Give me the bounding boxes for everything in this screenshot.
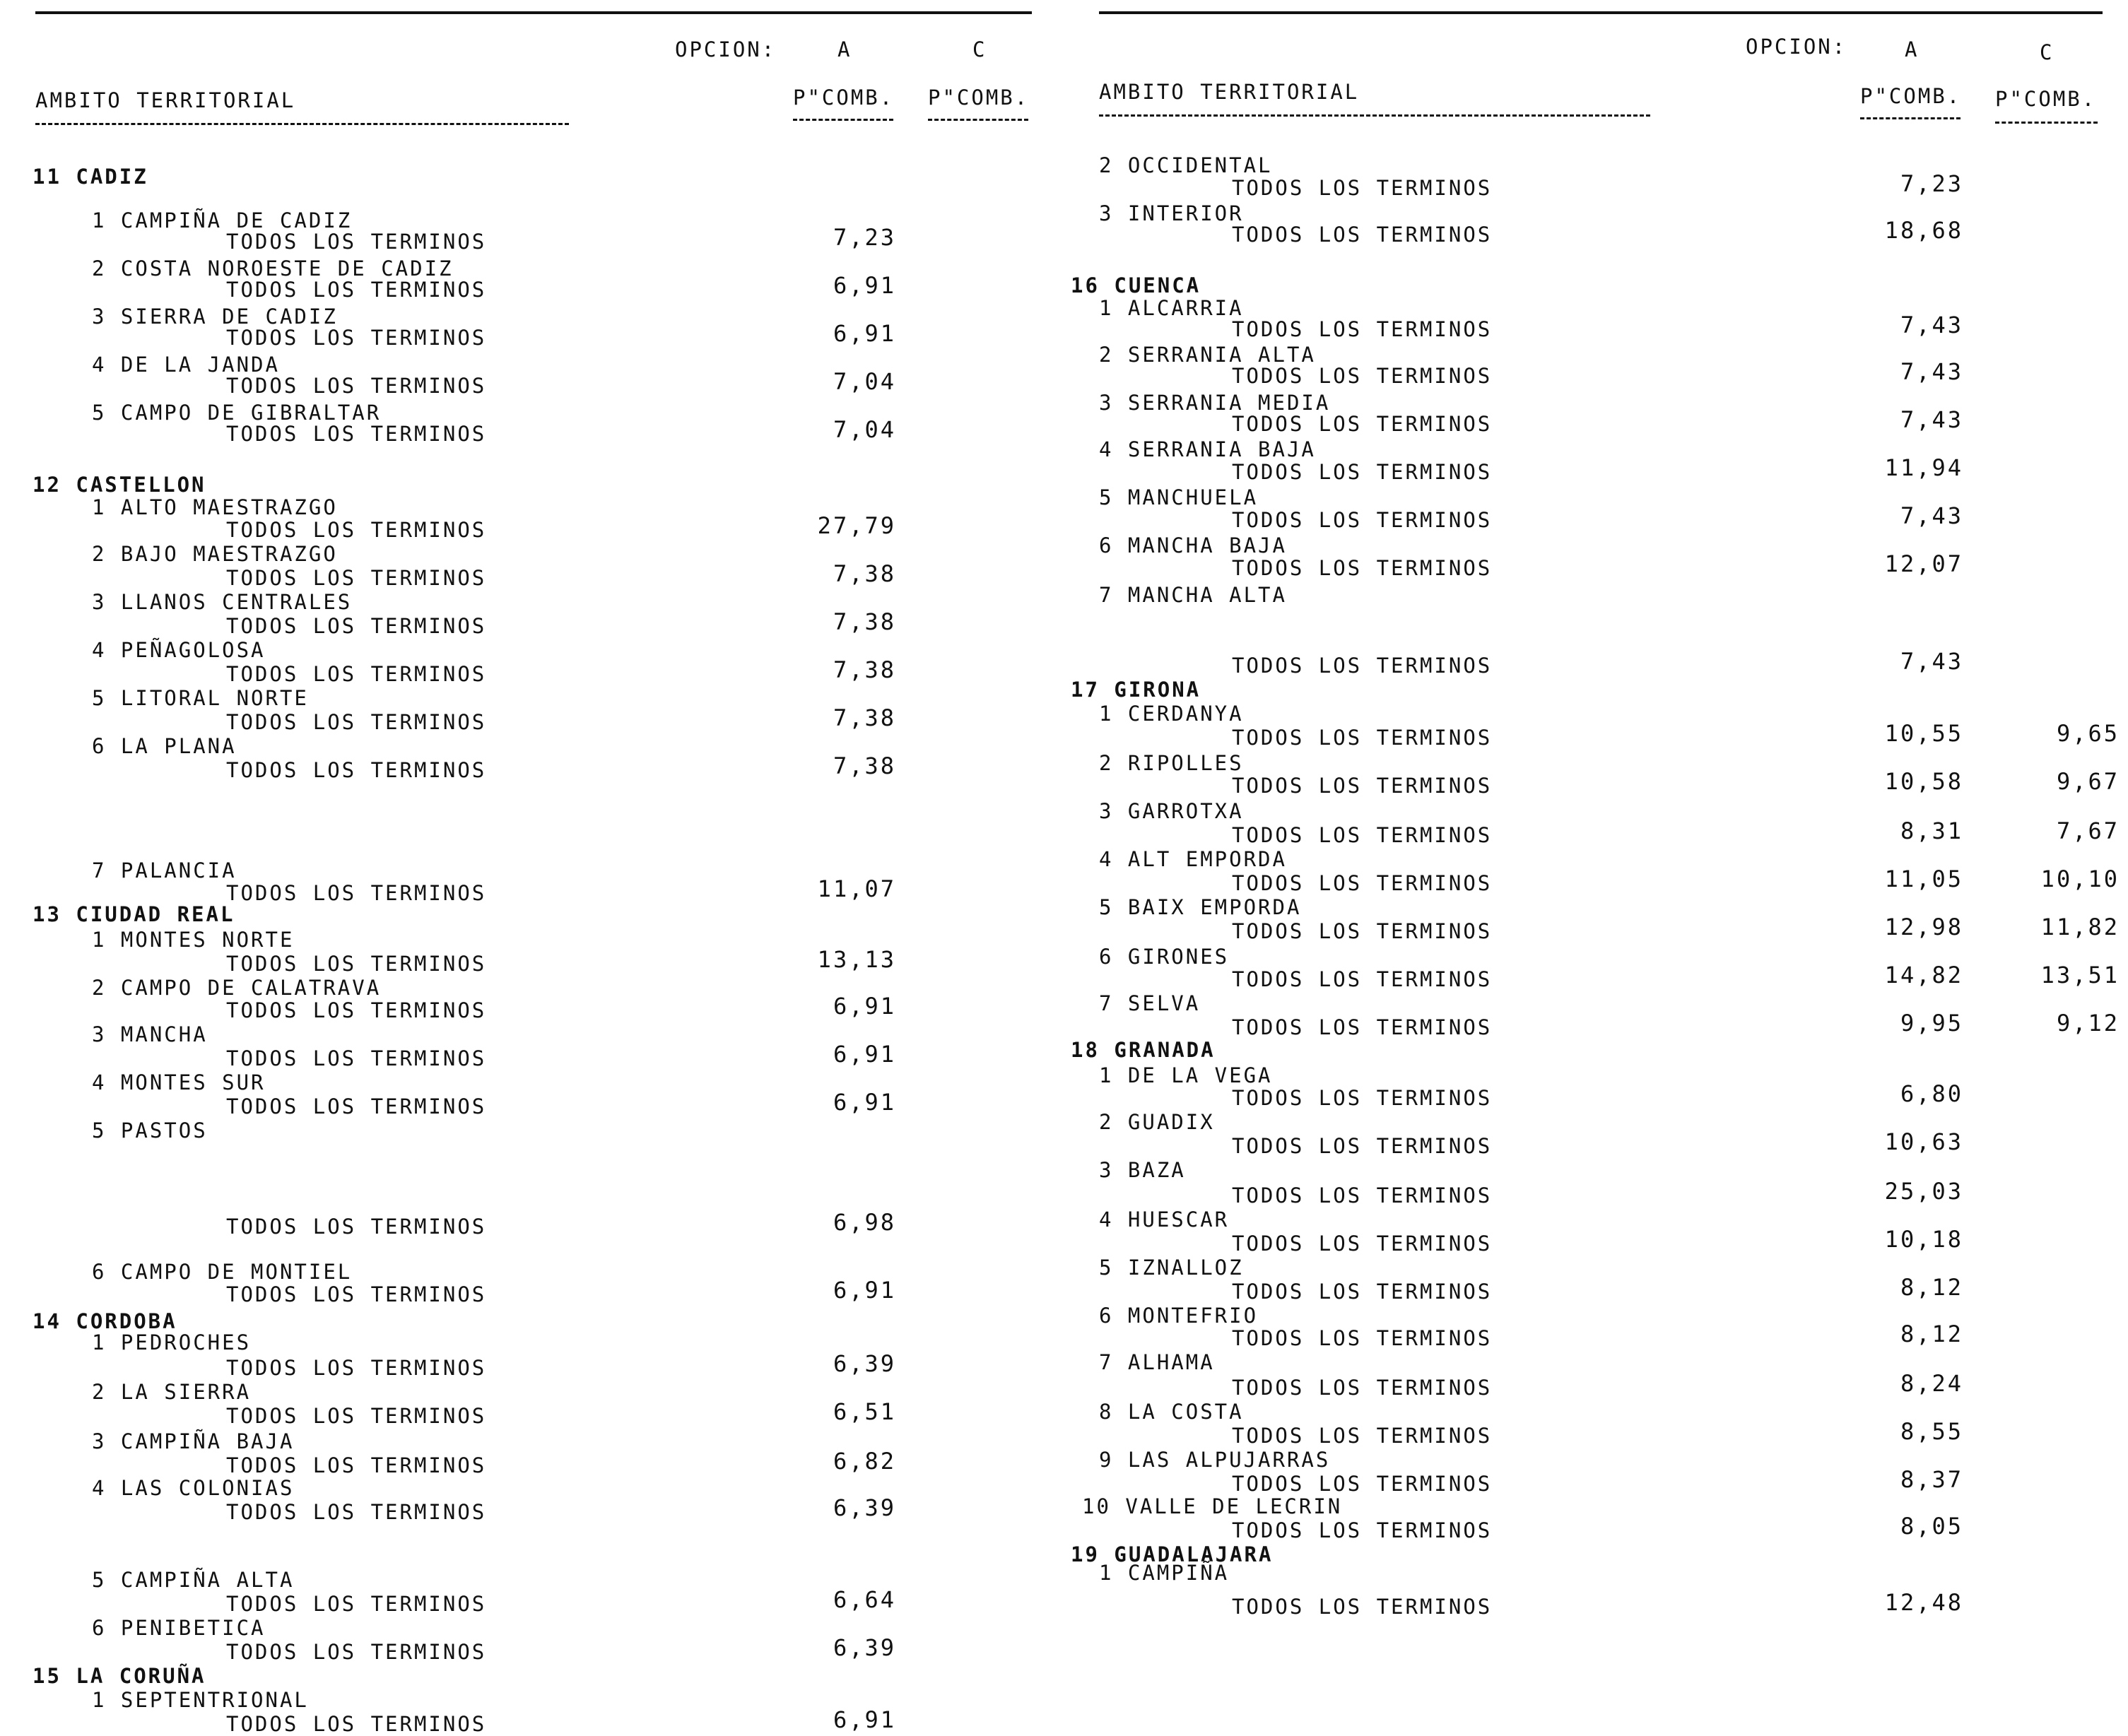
option-c-value: 7,67 [2056, 817, 2120, 844]
option-a-value: 6,82 [833, 1448, 896, 1475]
option-a-value: 7,04 [833, 368, 896, 395]
option-a-value: 7,43 [1900, 502, 1963, 529]
province-heading: 15 LA CORUÑA [33, 1664, 206, 1688]
all-terms-label: TODOS LOS TERMINOS [1232, 726, 1493, 750]
comarca-name: 2 CAMPO DE CALATRAVA [92, 976, 382, 1000]
pcomb-c-underline [1995, 122, 2098, 124]
option-a-value: 8,55 [1900, 1418, 1963, 1445]
all-terms-label: TODOS LOS TERMINOS [226, 1404, 487, 1428]
comarca-name: 6 LA PLANA [92, 734, 237, 758]
pcomb-a-underline [793, 119, 893, 121]
all-terms-label: TODOS LOS TERMINOS [1232, 364, 1493, 388]
option-a-value: 7,23 [833, 224, 896, 251]
all-terms-label: TODOS LOS TERMINOS [226, 566, 487, 590]
comarca-name: 2 LA SIERRA [92, 1380, 252, 1404]
comarca-name: 3 LLANOS CENTRALES [92, 590, 353, 614]
option-a-value: 7,43 [1900, 312, 1963, 338]
option-a-value: 7,04 [833, 416, 896, 443]
option-a-value: 8,31 [1900, 817, 1963, 844]
option-a-value: 9,95 [1900, 1010, 1963, 1037]
option-a-value: 12,07 [1884, 550, 1963, 577]
pcomb-c-underline [928, 119, 1028, 121]
all-terms-label: TODOS LOS TERMINOS [1232, 412, 1493, 436]
option-c-value: 9,12 [2056, 1010, 2120, 1037]
all-terms-label: TODOS LOS TERMINOS [1232, 871, 1493, 895]
comarca-name: 5 CAMPIÑA ALTA [92, 1568, 295, 1592]
all-terms-label: TODOS LOS TERMINOS [226, 230, 487, 254]
right-column [1071, 0, 2128, 1657]
all-terms-label: TODOS LOS TERMINOS [226, 1500, 487, 1524]
option-a-value: 6,51 [833, 1398, 896, 1425]
option-c-value: 11,82 [2040, 914, 2120, 940]
opcion-label: OPCION: [1746, 35, 1847, 59]
all-terms-label: TODOS LOS TERMINOS [226, 1215, 487, 1239]
header-underline [1099, 114, 1650, 117]
option-a-value: 6,64 [833, 1586, 896, 1613]
comarca-name: 5 LITORAL NORTE [92, 686, 309, 710]
option-a-value: 8,24 [1900, 1370, 1963, 1397]
option-a-value: 7,43 [1900, 406, 1963, 433]
all-terms-label: TODOS LOS TERMINOS [226, 1640, 487, 1664]
option-c-value: 13,51 [2040, 962, 2120, 988]
comarca-name: 10 VALLE DE LECRIN [1082, 1494, 1343, 1518]
all-terms-label: TODOS LOS TERMINOS [1232, 460, 1493, 484]
header-underline [35, 123, 569, 125]
province-heading: 11 CADIZ [33, 165, 148, 189]
all-terms-label: TODOS LOS TERMINOS [1232, 919, 1493, 943]
all-terms-label: TODOS LOS TERMINOS [1232, 1232, 1493, 1256]
pcomb-a-header: P"COMB. [793, 85, 895, 110]
comarca-name: 3 INTERIOR [1099, 201, 1244, 225]
option-a-value: 7,38 [833, 560, 896, 587]
option-a-value: 8,37 [1900, 1466, 1963, 1493]
all-terms-label: TODOS LOS TERMINOS [226, 1094, 487, 1118]
all-terms-label: TODOS LOS TERMINOS [226, 518, 487, 542]
option-c-value: 10,10 [2040, 866, 2120, 892]
option-a-value: 6,80 [1900, 1080, 1963, 1107]
option-a-value: 7,23 [1900, 170, 1963, 197]
province-heading: 12 CASTELLON [33, 473, 206, 497]
comarca-name: 2 RIPOLLES [1099, 751, 1244, 775]
comarca-name: 1 ALCARRIA [1099, 296, 1244, 320]
option-a-value: 12,98 [1884, 914, 1963, 940]
comarca-name: 4 PEÑAGOLOSA [92, 638, 266, 662]
all-terms-label: TODOS LOS TERMINOS [1232, 1015, 1493, 1039]
option-a-value: 10,63 [1884, 1128, 1963, 1155]
comarca-name: 9 LAS ALPUJARRAS [1099, 1448, 1331, 1472]
province-heading: 17 GIRONA [1071, 678, 1201, 702]
all-terms-label: TODOS LOS TERMINOS [1232, 774, 1493, 798]
all-terms-label: TODOS LOS TERMINOS [1232, 1376, 1493, 1400]
comarca-name: 6 PENIBETICA [92, 1616, 266, 1640]
comarca-name: 7 MANCHA ALTA [1099, 583, 1287, 607]
option-a-value: 8,05 [1900, 1513, 1963, 1540]
option-a-value: 7,38 [833, 656, 896, 683]
comarca-name: 6 MANCHA BAJA [1099, 533, 1287, 557]
option-a-value: 10,18 [1884, 1226, 1963, 1253]
all-terms-label: TODOS LOS TERMINOS [226, 614, 487, 638]
option-a-value: 6,91 [833, 993, 896, 1020]
all-terms-label: TODOS LOS TERMINOS [226, 422, 487, 446]
pcomb-c-header: P"COMB. [928, 85, 1030, 110]
comarca-name: 4 LAS COLONIAS [92, 1476, 295, 1500]
all-terms-label: TODOS LOS TERMINOS [1232, 654, 1493, 678]
ambito-header: AMBITO TERRITORIAL [1099, 80, 1360, 104]
comarca-name: 3 SERRANIA MEDIA [1099, 391, 1331, 415]
comarca-name: 1 MONTES NORTE [92, 928, 295, 952]
option-a-value: 14,82 [1884, 962, 1963, 988]
all-terms-label: TODOS LOS TERMINOS [226, 326, 487, 350]
comarca-name: 7 ALHAMA [1099, 1350, 1215, 1374]
comarca-name: 6 GIRONES [1099, 945, 1230, 969]
comarca-name: 2 GUADIX [1099, 1110, 1215, 1134]
option-c-value: 9,67 [2056, 768, 2120, 795]
all-terms-label: TODOS LOS TERMINOS [1232, 1086, 1493, 1110]
all-terms-label: TODOS LOS TERMINOS [1232, 1134, 1493, 1158]
option-a-value: 6,39 [833, 1494, 896, 1521]
province-heading: 14 CORDOBA [33, 1309, 177, 1333]
all-terms-label: TODOS LOS TERMINOS [1232, 823, 1493, 847]
all-terms-label: TODOS LOS TERMINOS [226, 1046, 487, 1070]
comarca-name: 5 BAIX EMPORDA [1099, 895, 1302, 919]
all-terms-label: TODOS LOS TERMINOS [226, 998, 487, 1022]
option-a-header: A [837, 37, 852, 61]
all-terms-label: TODOS LOS TERMINOS [1232, 317, 1493, 341]
comarca-name: 1 DE LA VEGA [1099, 1063, 1273, 1087]
option-a-value: 6,91 [833, 272, 896, 299]
option-a-value: 10,58 [1884, 768, 1963, 795]
option-a-value: 6,91 [833, 320, 896, 347]
comarca-name: 1 CERDANYA [1099, 702, 1244, 726]
option-a-value: 11,05 [1884, 866, 1963, 892]
option-a-value: 18,68 [1884, 217, 1963, 244]
option-a-value: 6,39 [833, 1634, 896, 1661]
all-terms-label: TODOS LOS TERMINOS [1232, 1595, 1493, 1619]
top-rule [35, 11, 1032, 14]
all-terms-label: TODOS LOS TERMINOS [226, 1453, 487, 1477]
option-a-value: 6,91 [833, 1089, 896, 1116]
comarca-name: 2 COSTA NOROESTE DE CADIZ [92, 256, 454, 281]
comarca-name: 3 GARROTXA [1099, 799, 1244, 823]
all-terms-label: TODOS LOS TERMINOS [1232, 508, 1493, 532]
all-terms-label: TODOS LOS TERMINOS [1232, 1518, 1493, 1542]
option-a-value: 11,94 [1884, 454, 1963, 481]
comarca-name: 6 CAMPO DE MONTIEL [92, 1260, 353, 1284]
comarca-name: 4 MONTES SUR [92, 1070, 266, 1094]
all-terms-label: TODOS LOS TERMINOS [226, 710, 487, 734]
option-a-value: 11,07 [817, 875, 896, 902]
all-terms-label: TODOS LOS TERMINOS [1232, 1183, 1493, 1207]
comarca-name: 4 HUESCAR [1099, 1207, 1230, 1232]
all-terms-label: TODOS LOS TERMINOS [1232, 556, 1493, 580]
comarca-name: 5 MANCHUELA [1099, 485, 1259, 509]
comarca-name: 1 ALTO MAESTRAZGO [92, 495, 338, 519]
comarca-name: 4 SERRANIA BAJA [1099, 437, 1316, 461]
province-heading: 19 GUADALAJARA [1071, 1542, 1274, 1566]
comarca-name: 5 CAMPO DE GIBRALTAR [92, 401, 382, 425]
all-terms-label: TODOS LOS TERMINOS [226, 952, 487, 976]
all-terms-label: TODOS LOS TERMINOS [1232, 1424, 1493, 1448]
comarca-name: 1 CAMPIÑA DE CADIZ [92, 208, 353, 232]
pcomb-c-header: P"COMB. [1995, 87, 2097, 111]
pcomb-a-underline [1860, 117, 1961, 119]
all-terms-label: TODOS LOS TERMINOS [226, 374, 487, 398]
all-terms-label: TODOS LOS TERMINOS [1232, 967, 1493, 991]
option-c-header: C [972, 37, 987, 61]
province-heading: 16 CUENCA [1071, 273, 1201, 297]
comarca-name: 3 SIERRA DE CADIZ [92, 305, 338, 329]
comarca-name: 3 MANCHA [92, 1022, 208, 1046]
comarca-name: 5 IZNALLOZ [1099, 1256, 1244, 1280]
option-a-value: 6,91 [833, 1706, 896, 1733]
opcion-label: OPCION: [675, 37, 777, 61]
all-terms-label: TODOS LOS TERMINOS [226, 662, 487, 686]
all-terms-label: TODOS LOS TERMINOS [1232, 176, 1493, 200]
comarca-name: 4 ALT EMPORDA [1099, 847, 1287, 871]
option-c-header: C [2040, 40, 2054, 64]
province-heading: 13 CIUDAD REAL [33, 902, 235, 926]
option-a-value: 7,43 [1900, 648, 1963, 675]
comarca-name: 4 DE LA JANDA [92, 353, 280, 377]
option-a-value: 7,38 [833, 608, 896, 635]
option-a-value: 6,39 [833, 1350, 896, 1377]
comarca-name: 8 LA COSTA [1099, 1400, 1244, 1424]
all-terms-label: TODOS LOS TERMINOS [1232, 1326, 1493, 1350]
all-terms-label: TODOS LOS TERMINOS [226, 1592, 487, 1616]
all-terms-label: TODOS LOS TERMINOS [226, 1282, 487, 1306]
pcomb-a-header: P"COMB. [1860, 84, 1962, 108]
comarca-name: 2 SERRANIA ALTA [1099, 343, 1316, 367]
all-terms-label: TODOS LOS TERMINOS [226, 278, 487, 302]
all-terms-label: TODOS LOS TERMINOS [1232, 1472, 1493, 1496]
comarca-name: 3 CAMPIÑA BAJA [92, 1429, 295, 1453]
comarca-name: 1 CAMPIÑA [1099, 1561, 1230, 1585]
option-a-value: 6,98 [833, 1209, 896, 1236]
option-a-value: 8,12 [1900, 1321, 1963, 1347]
ambito-header: AMBITO TERRITORIAL [35, 88, 296, 112]
all-terms-label: TODOS LOS TERMINOS [226, 1712, 487, 1736]
option-a-value: 8,12 [1900, 1274, 1963, 1301]
comarca-name: 2 BAJO MAESTRAZGO [92, 542, 338, 566]
option-a-value: 25,03 [1884, 1178, 1963, 1205]
all-terms-label: TODOS LOS TERMINOS [226, 1356, 487, 1380]
comarca-name: 1 SEPTENTRIONAL [92, 1688, 309, 1712]
all-terms-label: TODOS LOS TERMINOS [1232, 223, 1493, 247]
all-terms-label: TODOS LOS TERMINOS [1232, 1280, 1493, 1304]
option-a-value: 7,38 [833, 704, 896, 731]
comarca-name: 2 OCCIDENTAL [1099, 153, 1273, 177]
left-column [0, 0, 1032, 1736]
option-a-value: 10,55 [1884, 720, 1963, 747]
option-a-value: 6,91 [833, 1041, 896, 1068]
option-a-value: 12,48 [1884, 1589, 1963, 1616]
comarca-name: 7 SELVA [1099, 991, 1201, 1015]
comarca-name: 6 MONTEFRIO [1099, 1304, 1259, 1328]
all-terms-label: TODOS LOS TERMINOS [226, 881, 487, 905]
option-a-value: 27,79 [817, 512, 896, 539]
option-a-value: 6,91 [833, 1277, 896, 1304]
option-c-value: 9,65 [2056, 720, 2120, 747]
option-a-value: 13,13 [817, 946, 896, 973]
option-a-value: 7,38 [833, 752, 896, 779]
top-rule [1099, 11, 2103, 14]
option-a-value: 7,43 [1900, 358, 1963, 385]
all-terms-label: TODOS LOS TERMINOS [226, 758, 487, 782]
option-a-header: A [1905, 37, 1920, 61]
comarca-name: 1 PEDROCHES [92, 1330, 252, 1354]
comarca-name: 3 BAZA [1099, 1158, 1186, 1182]
comarca-name: 5 PASTOS [92, 1118, 208, 1142]
province-heading: 18 GRANADA [1071, 1038, 1216, 1062]
comarca-name: 7 PALANCIA [92, 858, 237, 882]
